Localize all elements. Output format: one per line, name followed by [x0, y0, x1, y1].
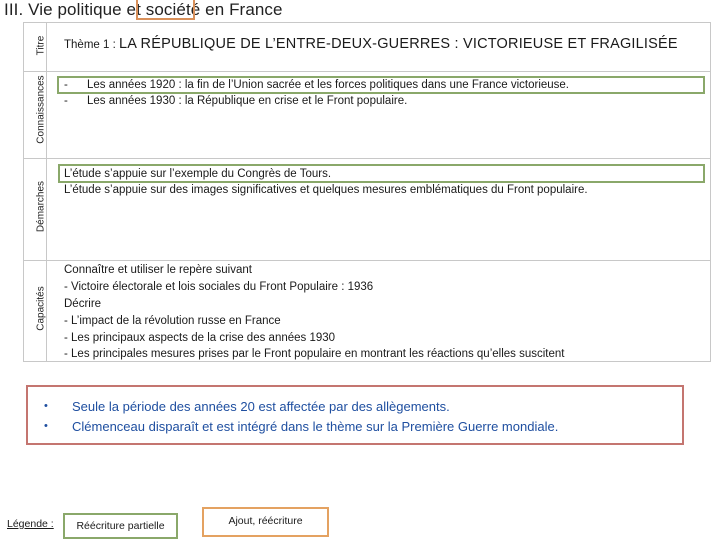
row-label-demarches: Démarches [35, 180, 47, 233]
capacites-line: - Les principaux aspects de la crise des années 1930 [64, 332, 336, 344]
theme-title: LA RÉPUBLIQUE DE L’ENTRE-DEUX-GUERRES : VICTORIEUSE ET FRAGILISÉE [118, 36, 678, 52]
page-title: III. Vie politique et société en France [4, 0, 283, 19]
bullet-icon: • [44, 420, 48, 432]
capacites-line: - Victoire électorale et lois sociales du Front Populaire : 1936 [64, 281, 374, 293]
demarches-line: L’étude s’appuie sur l’exemple du Congrès de Tours. [64, 168, 332, 180]
bullet-icon: • [44, 400, 48, 412]
capacites-line: - Les principales mesures prises par le Front populaire en montrant les réactions qu’elles suscitent [64, 348, 565, 360]
theme-prefix: Thème 1 : [64, 39, 116, 51]
legend-added-text: Ajout, réécriture [228, 515, 303, 527]
note-item: Seule la période des années 20 est affectée par des allègements. [72, 399, 450, 414]
connaissances-text: Les années 1930 : la République en crise et le Front populaire. [87, 95, 408, 107]
row-divider [24, 260, 710, 261]
connaissances-item [64, 77, 570, 94]
row-label-titre: Titre [35, 35, 47, 56]
capacites-line: Connaître et utiliser le repère suivant [64, 264, 252, 276]
connaissances-item [64, 93, 408, 110]
theme-heading [64, 36, 678, 54]
capacites-line: Décrire [64, 298, 102, 310]
legend-label: Légende : [7, 518, 54, 530]
row-divider [24, 158, 710, 159]
title-orange-highlight [136, 0, 195, 20]
dash: - [64, 95, 68, 107]
connaissances-text: Les années 1920 : la fin de l’Union sacrée et les forces politiques dans une France victorieuse. [87, 79, 570, 91]
dash: - [64, 79, 68, 91]
legend-partial-text: Réécriture partielle [76, 520, 165, 532]
note-item: Clémenceau disparaît et est intégré dans le thème sur la Première Guerre mondiale. [72, 419, 559, 434]
row-label-connaissances: Connaissances [35, 75, 47, 144]
demarches-line: L’étude s’appuie sur des images significatives et quelques mesures emblématiques du Front populaire. [64, 184, 588, 196]
row-divider [24, 71, 710, 72]
capacites-line: - L’impact de la révolution russe en France [64, 315, 281, 327]
row-label-capacites: Capacités [35, 286, 47, 331]
